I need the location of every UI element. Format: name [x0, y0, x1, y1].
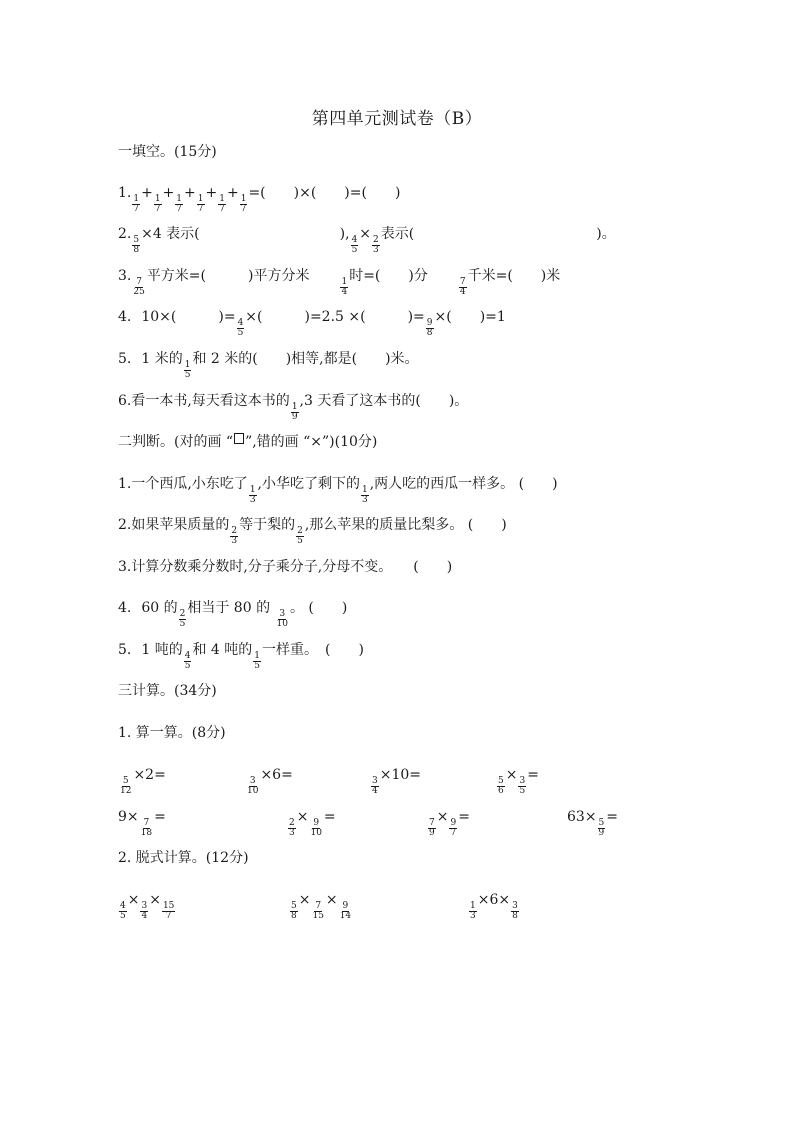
fill-question-6: 6.看一本书,每天看这本书的 $\frac{1}{9}$ ,3 天看了这本书的( )。	[118, 393, 469, 419]
question-number: 1.	[118, 476, 132, 492]
fill-question-2: 2. $\frac{5}{8}$ ×4 表示( ), $\frac{4}{5}$ × $\frac{2}{3}$ 表示( )。	[118, 226, 616, 252]
calc-problem: $\frac{3}{10}$ ×6=	[247, 767, 293, 793]
fraction: $\frac{3}{5}$	[519, 776, 526, 793]
fraction: $\frac{1}{7}$	[154, 194, 161, 211]
fraction: $\frac{3}{8}$	[512, 901, 518, 918]
calc-problem: $\frac{1}{3}$ ×6× $\frac{3}{8}$	[470, 892, 518, 918]
subsection-1-heading: 1. 算一算。(8分)	[118, 725, 226, 741]
fraction: $\frac{1}{7}$	[240, 194, 247, 211]
fraction: $\frac{1}{7}$	[176, 194, 183, 211]
question-number: 2.	[118, 226, 132, 242]
fill-question-4	[118, 306, 506, 335]
fraction: $\frac{3}{10}$	[247, 776, 259, 793]
question-number: 2.	[118, 517, 132, 533]
question-number: 6.	[118, 393, 132, 409]
fraction: $\frac{1}{3}$	[470, 901, 476, 918]
question-number: 3.	[118, 268, 132, 284]
calc-problem: $\frac{7}{9}$ × $\frac{9}{7}$ =	[429, 809, 470, 835]
fraction: $\frac{4}{5}$	[237, 318, 244, 335]
answer-blank[interactable]: ,那么苹果的质量比梨多。 ( )	[304, 517, 507, 533]
fraction: $\frac{3}{4}$	[141, 901, 148, 918]
question-number: 5.	[118, 351, 132, 367]
answer-blank[interactable]: ×4 表示( )	[141, 226, 346, 242]
answer-blank[interactable]: ×( )=1	[434, 309, 506, 325]
fraction: $\frac{2}{5}$	[297, 526, 303, 543]
fraction: $\frac{9}{8}$	[426, 318, 433, 335]
fraction: $\frac{1}{3}$	[362, 485, 368, 502]
answer-blank[interactable]: 平方米=( )平方分米	[146, 268, 310, 284]
fill-question-3	[118, 265, 561, 294]
fraction: $\frac{3}{10}$	[276, 609, 288, 626]
fraction: $\frac{7}{9}$	[429, 818, 435, 835]
fraction: $\frac{2}{5}$	[179, 609, 186, 626]
fraction: $\frac{2}{3}$	[289, 818, 295, 835]
calc-problem: $\frac{5}{12}$ ×2=	[120, 767, 166, 793]
question-number: 4.	[118, 309, 132, 325]
fraction: $\frac{3}{4}$	[372, 776, 378, 793]
judge-question-5: 5. 1 吨的 $\frac{4}{5}$ 和 4 吨的 $\frac{1}{5}$ 一样重。 ( )	[118, 642, 364, 668]
question-number: 4.	[118, 600, 132, 616]
section-3-heading: 三计算。(34分)	[118, 683, 217, 699]
fraction: $\frac{2}{3}$	[231, 526, 238, 543]
calc-problem: 9× $\frac{7}{18}$ =	[118, 809, 166, 835]
fraction: $\frac{1}{7}$	[133, 194, 140, 211]
fraction: $\frac{7}{4}$	[459, 277, 466, 294]
judge-question-4: 4. 60 的 $\frac{2}{5}$ 相当于 80 的 $\frac{3}{10}$ 。 ( )	[118, 600, 348, 626]
answer-blank[interactable]: ,两人吃的西瓜一样多。 ( )	[369, 476, 558, 492]
fraction: $\frac{1}{3}$	[249, 485, 256, 502]
subsection-2-heading: 2. 脱式计算。(12分)	[118, 850, 249, 866]
fraction: $\frac{5}{8}$	[133, 235, 140, 252]
fraction: $\frac{9}{7}$	[450, 818, 457, 835]
fraction: $\frac{1}{5}$	[184, 360, 191, 377]
fraction: $\frac{9}{10}$	[310, 818, 322, 835]
answer-blanks[interactable]: =( )×( )=( )	[248, 185, 401, 201]
answer-blank[interactable]: 计算分数乘分数时,分子乘分子,分母不变。 ( )	[131, 559, 453, 575]
fraction: $\frac{15}{7}$	[162, 901, 175, 918]
fraction: $\frac{5}{12}$	[120, 776, 132, 793]
calc-problem: 63× $\frac{5}{9}$ =	[567, 809, 619, 835]
answer-blank[interactable]: 一样重。 ( )	[262, 642, 364, 658]
question-number: 1.	[118, 185, 132, 201]
judge-question-3	[118, 556, 452, 578]
fraction: $\frac{4}{5}$	[184, 651, 191, 668]
page-title: 第四单元测试卷（B）	[311, 109, 483, 129]
fraction: $\frac{7}{15}$	[312, 901, 324, 918]
fraction: $\frac{1}{7}$	[219, 194, 225, 211]
fill-question-5: 5. 1 米的 $\frac{1}{5}$ 和 2 米的( )相等,都是( )米。	[118, 351, 419, 377]
fraction: $\frac{4}{5}$	[120, 901, 126, 918]
fraction: $\frac{7}{18}$	[140, 818, 153, 835]
section-1-heading: 一填空。(15分)	[118, 144, 217, 160]
question-number: 3.	[118, 559, 132, 575]
fraction: $\frac{2}{3}$	[373, 235, 379, 252]
answer-blank[interactable]: 表示( )。	[380, 226, 616, 242]
calc-problem: $\frac{2}{3}$ × $\frac{9}{10}$ =	[289, 809, 336, 835]
calc-problem: $\frac{4}{5}$ × $\frac{3}{4}$ × $\frac{15}{7}$	[120, 892, 175, 918]
calc-problem: $\frac{5}{8}$ × $\frac{7}{15}$ × $\frac{9}{14}$	[291, 892, 352, 918]
fraction: $\frac{5}{9}$	[598, 818, 605, 835]
answer-blank[interactable]: 和 2 米的( )相等,都是( )米。	[192, 351, 419, 367]
fraction: $\frac{7}{25}$	[133, 277, 145, 294]
fill-question-1: 1. $\frac{1}{7}$ + $\frac{1}{7}$ + $\frac{1}{7}$ + $\frac{1}{7}$ + $\frac{1}{7}$ + $\frac{1}{7}$ =( )×( )=( )	[118, 185, 401, 211]
answer-blank[interactable]: ×( )=2.5 ×( )=	[245, 309, 425, 325]
question-number: 5.	[118, 642, 132, 658]
answer-blank[interactable]: 。 ( )	[289, 600, 348, 616]
fraction: $\frac{5}{8}$	[291, 901, 297, 918]
answer-blank[interactable]: ,3 天看了这本书的( )。	[299, 393, 469, 409]
fraction: $\frac{1}{4}$	[341, 277, 348, 294]
judge-question-1: 1.一个西瓜,小东吃了 $\frac{1}{3}$ ,小华吃了剩下的 $\frac{1}{3}$ ,两人吃的西瓜一样多。 ( )	[118, 476, 558, 502]
fraction: $\frac{4}{5}$	[351, 235, 358, 252]
judge-question-2: 2.如果苹果质量的 $\frac{2}{3}$ 等于梨的 $\frac{2}{5}$ ,那么苹果的质量比梨多。 ( )	[118, 517, 507, 543]
answer-blank[interactable]: 千米=( )米	[467, 268, 561, 284]
answer-blank[interactable]: 10×( )=	[141, 309, 236, 325]
calc-problem: $\frac{3}{4}$ ×10=	[372, 767, 422, 793]
fraction: $\frac{1}{9}$	[291, 402, 298, 419]
calc-problem: $\frac{5}{6}$ × $\frac{3}{5}$ =	[498, 767, 539, 793]
answer-blank[interactable]: 时=( )分	[349, 268, 428, 284]
fraction: $\frac{5}{6}$	[498, 776, 504, 793]
fraction: $\frac{1}{7}$	[197, 194, 204, 211]
fraction: $\frac{9}{14}$	[339, 901, 352, 918]
section-2-heading: 二判断。(对的画 “ ”,错的画 “×”)(10分)	[118, 434, 378, 450]
checkbox-symbol-icon	[234, 433, 244, 444]
fraction: $\frac{1}{5}$	[254, 651, 260, 668]
